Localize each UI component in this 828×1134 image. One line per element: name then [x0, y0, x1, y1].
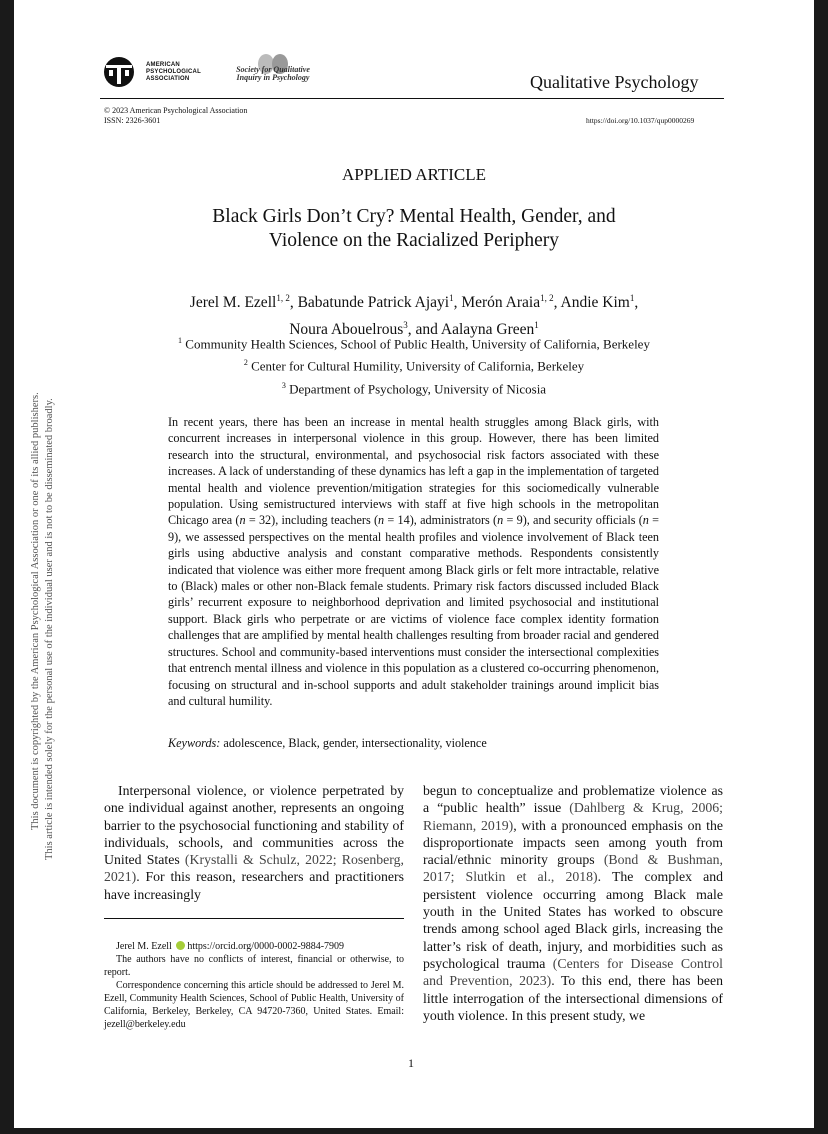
body-column-right: begun to conceptualize and problematize violence as a “public health” issue (Dahlberg & Krug, 2006; Riemann, 2019), with a pronounced emphasis on the disproportionate impacts seen among youth from racial/ethnic minority groups (Bond & Bushman, 2017; Slutkin et al., 2018). The complex and persistent violence occurring among Black male youth in the United States has worked to obscure trends among school aged Black girls, increasing the latter’s risk of death, injury, and morbidities such as psychological trauma (Centers for Disease Control and Prevention, 2023). To this end, there has been little interrogation of the intersectional dimensions of youth violence. In this present study, we	[423, 783, 723, 1023]
orcid-note: Jerel M. Ezell https://orcid.org/0000-0002-9884-7909	[116, 941, 345, 952]
affiliation: $^3$ Department of Psychology, University of Nicosia	[281, 380, 547, 396]
author-affil-sup: 1	[629, 293, 635, 303]
affiliations	[0, 331, 828, 398]
copyright-block	[104, 106, 247, 126]
author-list: Jerel M. Ezell$^{1, 2}$, Babatunde Patrick Ajayi$^1$, Merón Araia$^{1, 2}$, Andie Kim$^1$, Noura Abouelrous$^3$, and Aalayna Green$^1$	[189, 293, 639, 339]
author-name: Andie Kim	[560, 294, 630, 312]
copyright-text: © 2023 American Psychological Association	[104, 106, 248, 115]
page-number: 1	[408, 1056, 414, 1070]
header-rule	[100, 98, 724, 99]
keywords-list: adolescence, Black, gender, intersectionality, violence	[223, 736, 487, 750]
issn-text: ISSN: 2326-3601	[104, 116, 161, 125]
journal-name: Qualitative Psychology	[530, 72, 699, 92]
sidebar-line-1: This document is copyrighted by the American Psychological Association or one of its allied publishers.	[30, 392, 41, 830]
citation-link[interactable]: (Bond & Bushman, 2017; Slutkin et al., 2018)	[423, 852, 723, 885]
keywords-label: Keywords:	[168, 736, 221, 750]
citation-link[interactable]: (Dahlberg & Krug, 2006; Riemann, 2019)	[423, 800, 723, 833]
body-column-left: Interpersonal violence, or violence perpetrated by one individual against another, represents an ongoing barrier to the psychosocial functioning and stability of individuals, schools, and communities across the United States (Krystalli & Schulz, 2022; Rosenberg, 2021). For this reason, researchers and practitioners have increasingly	[104, 783, 404, 902]
conflicts-note: The authors have no conflicts of interest, financial or otherwise, to report.	[104, 954, 404, 978]
abstract: In recent years, there has been an increase in mental health struggles among Black girls, with concurrent increases in interpersonal violence in this group. However, there has been limited research into the structural, environmental, and psychosocial risk factors associated with these increases. A lack of understanding of these dynamics has left a gap in the implementation of targeted mental health and violence prevention/mitigation strategies for this sociomedically vulnerable population. Using semistructured interviews with staff at five high schools in the metropolitan Chicago area (n = 32), including teachers (n = 14), administrators (n = 9), and security officials (n = 9), we assessed perspectives on the mental health profiles and violence involvement of Black teen girls using abductive analysis and constant comparative methods. Respondents consistently indicated that violence was either more frequent among Black girls or felt more intractable, relative to (Black) males or other non-Black female students. Primary risk factors discussed included Black girls’ recurrent exposure to neighborhood deprivation and limited psychosocial and institutional support. Black girls who perpetrate or are victims of violence face complex identity formation challenges that are amplified by mental health challenges resulting from broader racial and gendered structures. School and community-based interventions must consider the intersectional complexities that entrench mental illness and violence in this population as a clustered co-occurring phenomenon, focusing on structural and in-school supports and adult stakeholder trainings around implicit bias and cultural humility.	[168, 415, 660, 708]
article-type: APPLIED ARTICLE	[342, 165, 486, 184]
title-line-2: Violence on the Racialized Periphery	[268, 230, 560, 251]
author-affil-sup: 1, 2	[540, 293, 554, 303]
affiliation: $^2$ Center for Cultural Humility, University of California, Berkeley	[243, 358, 585, 374]
orcid-icon	[176, 941, 185, 950]
author-name: Babatunde Patrick Ajayi	[297, 294, 450, 312]
sqip-logo-text: Society for Qualitative Inquiry in Psychology	[236, 65, 310, 82]
author-name: Merón Araia	[461, 294, 541, 312]
citation-link[interactable]: (Krystalli & Schulz, 2022; Rosenberg, 2021)	[104, 852, 404, 885]
copyright-sidebar	[26, 290, 66, 860]
author-affil-sup: 1	[534, 320, 539, 331]
doi-link[interactable]: https://doi.org/10.1037/qup0000269	[586, 116, 695, 125]
orcid-link[interactable]: https://orcid.org/0000-0002-9884-7909	[187, 941, 345, 952]
citation-link[interactable]: (Centers for Disease Control and Prevention, 2023)	[423, 955, 723, 989]
apa-logo-icon	[102, 56, 140, 90]
keywords	[168, 736, 659, 751]
author-affil-sup: 1	[449, 293, 454, 303]
author-affil-sup: 1, 2	[276, 293, 290, 303]
correspondence-note: Correspondence concerning this article should be addressed to Jerel M. Ezell, Community Health Sciences, School of Public Health, University of California, Berkeley, Berkeley, CA 94720-7360, United States. Email: jezell@berkeley.edu	[104, 980, 404, 1030]
author-affil-sup: 3	[403, 320, 408, 331]
affiliation: $^1$ Community Health Sciences, School of Public Health, University of California, Berkeley	[178, 336, 650, 352]
apa-logo-text: AMERICAN PSYCHOLOGICAL ASSOCIATION	[146, 62, 201, 82]
author-name: Noura Abouelrous	[289, 321, 404, 339]
article-title	[0, 205, 828, 253]
sqip-logo	[228, 52, 318, 96]
sidebar-line-2: This article is intended solely for the personal use of the individual user and is not to be disseminated broadly.	[44, 398, 55, 860]
footnotes	[104, 940, 404, 1031]
title-line-1: Black Girls Don’t Cry? Mental Health, Gender, and	[212, 206, 616, 227]
footnote-rule	[104, 918, 404, 919]
author-name: and Aalayna Green	[415, 321, 535, 339]
author-name: Jerel M. Ezell	[189, 294, 277, 312]
apa-logo	[102, 54, 206, 90]
